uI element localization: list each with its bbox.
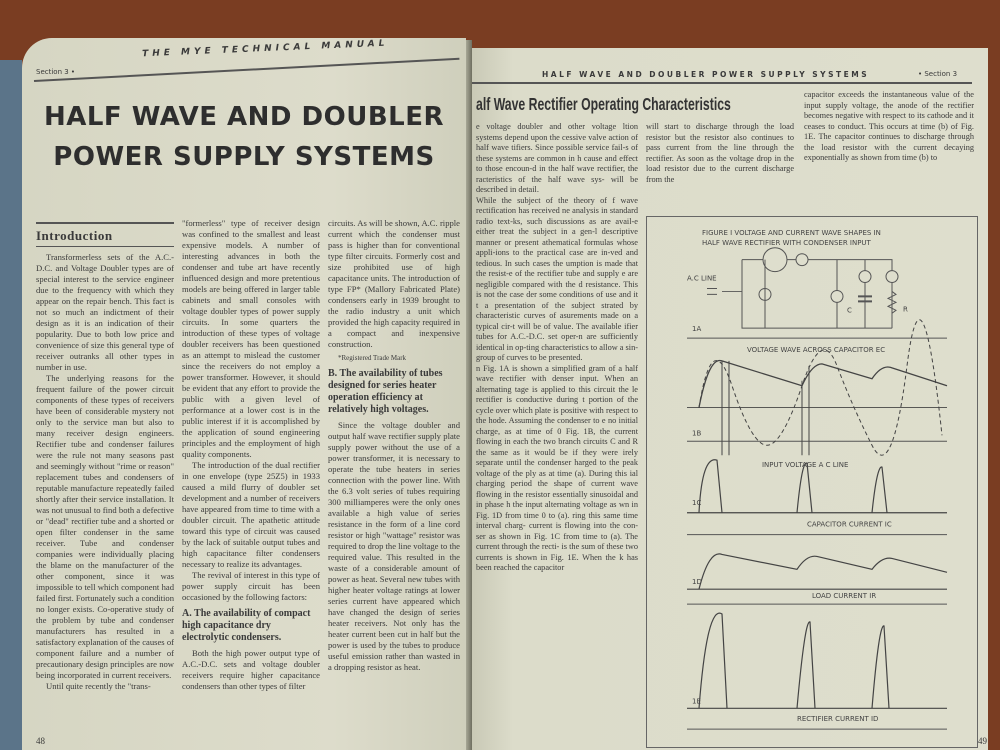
intro-underline [36,246,174,247]
paragraph: The introduction of the dual rectifier in one envelope (type 25Z5) in 1933 caused a mild flurry of doubler set development and a number of receivers have appeared from time to time with a doubler circuit. The apathetic attitude toward this type of circuit was caused by the lack of suitable output tubes and high capacitance filter condensers necessary to realize its advantages. [182,460,320,569]
left-page [22,38,466,750]
rectifier-tube-icon [763,248,787,272]
paragraph: The revival of interest in this type of power supply circuit has been occasioned by the following factors: [182,570,320,602]
ac-line-label: A.C LINE [687,274,717,283]
paragraph: n Fig. 1A is shown a simplified gram of a half wave rectifier with denser input. When an alternating tage is applied to this circuit the le rectifier is conductive during t portion of the cycle over which plate is positive with respect to the hode. Assuming the condenser to e no initial charge, as at time of 0 Fig. 1B, the current flowing in each the two branch circuits C and R the same as it would be if they were irely separate until the condenser harged to the peak voltage of the ply as at time (a). During this ial charging period the shape of current wave flowing in the resistor essentially sinusoidal and in phase h the input alternating voltage as wn in Fig. 1D from time 0 to (a). ring this same time interval charg- current is flowing into the con-ser as shown in Fig. 1C from time to (a). The current through the recti- is the sum of these two currents is shown in Fig. 1E. When the k has been reached the capacitor [476,363,638,572]
figure-1-drawing [647,217,977,747]
capacitor-voltage-curve [699,360,947,407]
paragraph: Since the voltage doubler and output half wave rectifier supply plate supply power without the use of a power transformer, it is necessary to operate the tube heaters in series connection with the power line. With the 6.3 volt series of tubes requiring 300 milliamperes were the only ones available a high value of series resistance in the form of a line cord resistor or high "wattage" resistor was required to drop the line voltage to the required value. This resulted in the waste of a considerable amount of power as heat. Several new tubes with higher heater voltage ratings at lower series current have appeared which have changed the design of series heater receivers. Not only has the heater current been cut in half but the power is used by the tubes to produce useful emission rather than wasted in a dropping resistor as heat. [328,420,460,672]
background-cover [0,60,22,750]
page-number: 49 [978,736,987,746]
intro-rule [36,222,174,224]
running-head: HALF WAVE AND DOUBLER POWER SUPPLY SYSTEMS [542,70,870,79]
capacitor-label: C [847,306,852,315]
graph-1e [687,613,947,708]
paragraph: Both the high power output type of A.C.-D.C. sets and voltage doubler receivers require higher capacitance condensers than other types of filter [182,648,320,691]
right-column-2 [646,122,794,185]
running-head: THE MYE TECHNICAL MANUAL [141,38,389,60]
left-column-3 [328,218,460,673]
paragraph: capacitor exceeds the instantaneous value of the input supply voltage, the anode of the rectifier becomes negative with respect to its cathode and it ceases to conduct. This occurs at time (b) of Fig. 1E. The capacitor continues to discharge through the load resistor with the current decaying exponentially as shown from time (b) to [804,90,974,162]
intro-heading: Introduction [36,228,113,243]
panel-1d-label: 1D [692,578,702,587]
section-label: • Section 3 [918,70,958,78]
page-title-line1: HALF WAVE AND DOUBLER [43,102,445,132]
paragraph: "formerless" type of receiver design was confined to the smallest and least expensive models. A number of interesting advances in both the condenser and tube art have recently influenced design and more pretentious models are being offered in larger table cabinets and small consoles with voltage doubler types of power supply circuits. In some quarters the introduction of these types of voltage doubler receivers has been questioned as an attempt to mislead the customer since the receivers do not employ a power transformer. However, it should be evident that any effort to provide the public with a given level of performance at a lower cost is in the public interest if it is accomplished by the application of sound engineering principles and the employment of high quality components. [182,218,320,459]
meter-ir-icon [886,271,898,283]
footnote: *Registered Trade Mark [338,354,407,362]
section-title: alf Wave Rectifier Operating Characteristics [476,94,731,114]
header-rule [472,82,972,84]
meter-ic-icon [859,271,871,283]
voltage-wave-label: VOLTAGE WAVE ACROSS CAPACITOR EC [747,346,886,354]
page-title-line2: POWER SUPPLY SYSTEMS [53,142,435,172]
left-column-1 [36,252,174,692]
rectifier-current-label: RECTIFIER CURRENT ID [797,715,879,724]
subheading: B. The availability of tubes designed for series heater operation efficiency at relatively high voltages. [328,368,443,415]
paragraph: Transformerless sets of the A.C.-D.C. and Voltage Doubler types are of special interest to the service engineer due to the frequency with which they appear on the repair bench. This fact is not so much an indictment of their design as it is an indication of their popularity. Due to both low price and convenience of size this general type of receiver outranks all other types in number in use. [36,252,174,372]
meter-ed-icon [796,254,808,266]
figure-1 [646,216,978,748]
right-column-1 [476,122,638,574]
figure-caption-2: HALF WAVE RECTIFIER WITH CONDENSER INPUT [702,238,871,247]
panel-1a-label: 1A [692,325,702,334]
paragraph: While the subject of the theory of f wave rectification has received ne analysis in standard radio text-ks, such discussions as are avail-e either treat the subject in a gen-l descriptive manner or present athematical formulas whose appli-ions to the practical case are in-ved and tedious. In such cases the umption is made that the resist-e of the rectifier tube and supply e are negligible compared with the d resistance. This is not the case der some conditions of use and it t a presentation of the subject strated by characteristic curves of asurements made on a typical cir-t will be of value. The available ifier tubes for A.C.-D.C. set oper-n are sufficiently identical in op-ting characteristics to allow a sin- group of curves to be presented. [476,195,638,362]
circuit-diagram-1a [687,248,947,729]
input-voltage-curve [699,320,942,455]
right-page [472,48,988,750]
capacitor-current-label: CAPACITOR CURRENT IC [807,520,892,529]
left-column-2 [182,218,320,692]
panel-1b-label: 1B [692,429,702,438]
paragraph: The underlying reasons for the frequent failure of the power circuit components of these types of receivers have been of considerable mystery not only to the service man but also to many receiver design engineers. Rectifier tube and condenser failures were the rule not many seasons past and seemingly without "rime or reason" replacement tubes and condensers of reputable manufacture repeatedly failed shortly after their service installation. It was not unusual to find both a defective or "dead" rectifier tube and a shorted or open filter condenser in the same receiver. Tube and condenser companies were individually placing the blame on the manufacturer of the other component, since it was impossible to tell which component had failed first. Fortunately such a condition no longer exists. Co-operative study of the problem by tube and condenser manufacturers has resulted in a satisfactory explanation of the causes of component failure and a number of precautionary design principles are now being incorporated in current receivers. [36,373,174,680]
resistor-label: R [903,305,908,314]
paragraph: Until quite recently the "trans- [46,681,151,691]
paragraph: circuits. As will be shown, A.C. ripple current which the condenser must pass is higher than for conventional type filter circuits. Formerly cost and size prohibited use of high capacitance units. The introduction of type FP* (Mallory Fabricated Plate) condensers early in 1939 brought to the radio industry a unit which provided the high capacity required in a compact and inexpensive construction. [328,218,460,349]
section-label: Section 3 • [36,68,76,76]
figure-caption-1: FIGURE I VOLTAGE AND CURRENT WAVE SHAPES IN [702,228,881,237]
subheading: A. The availability of compact high capacitance dry electrolytic condensers. [182,608,311,643]
header-rule [34,58,460,82]
panel-1e-label: 1E [692,697,701,706]
page-number: 48 [36,736,45,746]
graph-1d [687,554,947,589]
panel-1c-label: 1C [692,498,702,507]
paragraph: e voltage doubler and other voltage ltion systems depend upon the cessive valve action of half wave tifiers. Since possible service fail-s of these systems are common in h cause and effect to those encoun-d in the half wave rectifier, the racteristics of the half wave sys- will be described in detail. [476,122,638,194]
meter-ec-icon [831,290,843,302]
input-voltage-label: INPUT VOLTAGE A C LINE [762,461,849,470]
graph-1b [687,320,947,455]
load-current-label: LOAD CURRENT IR [812,592,877,601]
paragraph: will start to discharge through the load resistor but the resistor also continues to pass current from the line through the rectifier. As soon as the voltage drop in the load resistor due to the current discharge from the [646,122,794,184]
right-column-3 [804,90,974,164]
